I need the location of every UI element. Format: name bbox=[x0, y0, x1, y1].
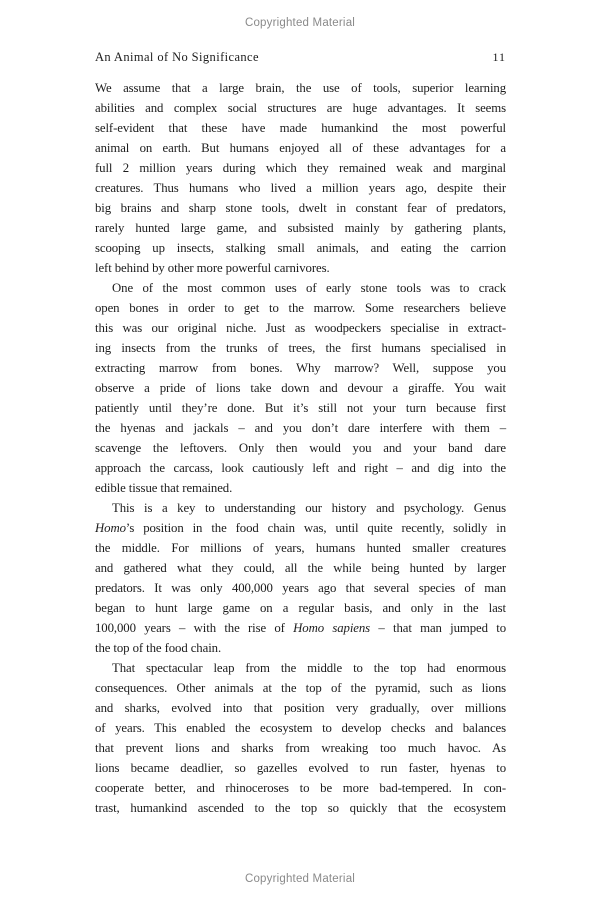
copyright-watermark-top: Copyrighted Material bbox=[244, 17, 356, 29]
text-line: That spectacular leap from the middle to the top had enormous bbox=[112, 661, 506, 675]
body-text bbox=[95, 78, 506, 818]
text-line: abilities and complex social structures are huge advantages. It seems bbox=[95, 101, 506, 115]
text-line: the middle. For millions of years, humans hunted smaller creatures bbox=[95, 541, 506, 555]
text-line: open bones in order to get to the marrow. Some researchers believe bbox=[95, 301, 506, 315]
text-line: scooping up insects, stalking small animals, and eating the carrion bbox=[95, 241, 506, 255]
text-line: and gathered what they could, all the while being hunted by larger bbox=[95, 561, 506, 575]
text-line: 100,000 years – with the rise of Homo sapiens – that man jumped to bbox=[95, 621, 507, 635]
text-line: the hyenas and jackals – and you don’t dare interfere with them – bbox=[95, 421, 506, 435]
text-line: One of the most common uses of early stone tools was to crack bbox=[112, 281, 506, 295]
text-line: We assume that a large brain, the use of tools, superior learning bbox=[95, 81, 506, 95]
page-number: 11 bbox=[492, 50, 506, 64]
text-line: predators. It was only 400,000 years ago that several species of man bbox=[95, 581, 506, 595]
text-line: creatures. Thus humans who lived a million years ago, despite their bbox=[95, 181, 506, 195]
running-chapter-title: An Animal of No Significance bbox=[95, 50, 259, 64]
text-line: extracting marrow from bones. Why marrow? Well, suppose you bbox=[95, 361, 506, 375]
text-line: consequences. Other animals at the top of the pyramid, such as lions bbox=[95, 681, 506, 695]
text-line: approach the carcass, look cautiously left and right – and dig into the bbox=[95, 461, 506, 475]
text-line: began to hunt large game on a regular basis, and only in the last bbox=[95, 601, 506, 615]
text-line: patiently until they’re done. But it’s still not your turn because first bbox=[95, 401, 506, 415]
text-line: full 2 million years during which they remained weak and marginal bbox=[95, 161, 506, 175]
text-line: and sharks, evolved into that position very gradually, over millions bbox=[95, 701, 506, 715]
text-line: observe a pride of lions take down and devour a giraffe. You wait bbox=[95, 381, 506, 395]
text-line: big brains and sharp stone tools, dwelt in constant fear of predators, bbox=[95, 201, 506, 215]
text-line: Homo’s position in the food chain was, until quite recently, solidly in bbox=[95, 521, 506, 535]
text-line: self-evident that these have made humankind the most powerful bbox=[95, 121, 506, 135]
text-line: that prevent lions and sharks from wreaking too much havoc. As bbox=[95, 741, 506, 755]
text-line: edible tissue that remained. bbox=[95, 481, 233, 495]
text-line: scavenge the leftovers. Only then would you and your band dare bbox=[95, 441, 506, 455]
text-line: ing insects from the trunks of trees, the first humans specialised in bbox=[95, 341, 506, 355]
text-line: rarely hunted large game, and subsisted mainly by gathering plants, bbox=[95, 221, 506, 235]
copyright-watermark-bottom: Copyrighted Material bbox=[244, 873, 356, 885]
text-line: cooperate better, and rhinoceroses to be more bad-tempered. In con- bbox=[95, 781, 506, 795]
text-line: of years. This enabled the ecosystem to develop checks and balances bbox=[95, 721, 506, 735]
text-line: this was our original niche. Just as woodpeckers specialise in extract- bbox=[95, 321, 506, 335]
text-line: lions became deadlier, so gazelles evolved to run faster, hyenas to bbox=[95, 761, 506, 775]
page-header bbox=[95, 50, 506, 65]
text-line: This is a key to understanding our history and psychology. Genus bbox=[112, 501, 506, 515]
text-line: the top of the food chain. bbox=[95, 641, 222, 655]
text-line: animal on earth. But humans enjoyed all of these advantages for a bbox=[95, 141, 506, 155]
text-line: trast, humankind ascended to the top so quickly that the ecosystem bbox=[95, 801, 506, 815]
text-line: left behind by other more powerful carnivores. bbox=[95, 261, 330, 275]
